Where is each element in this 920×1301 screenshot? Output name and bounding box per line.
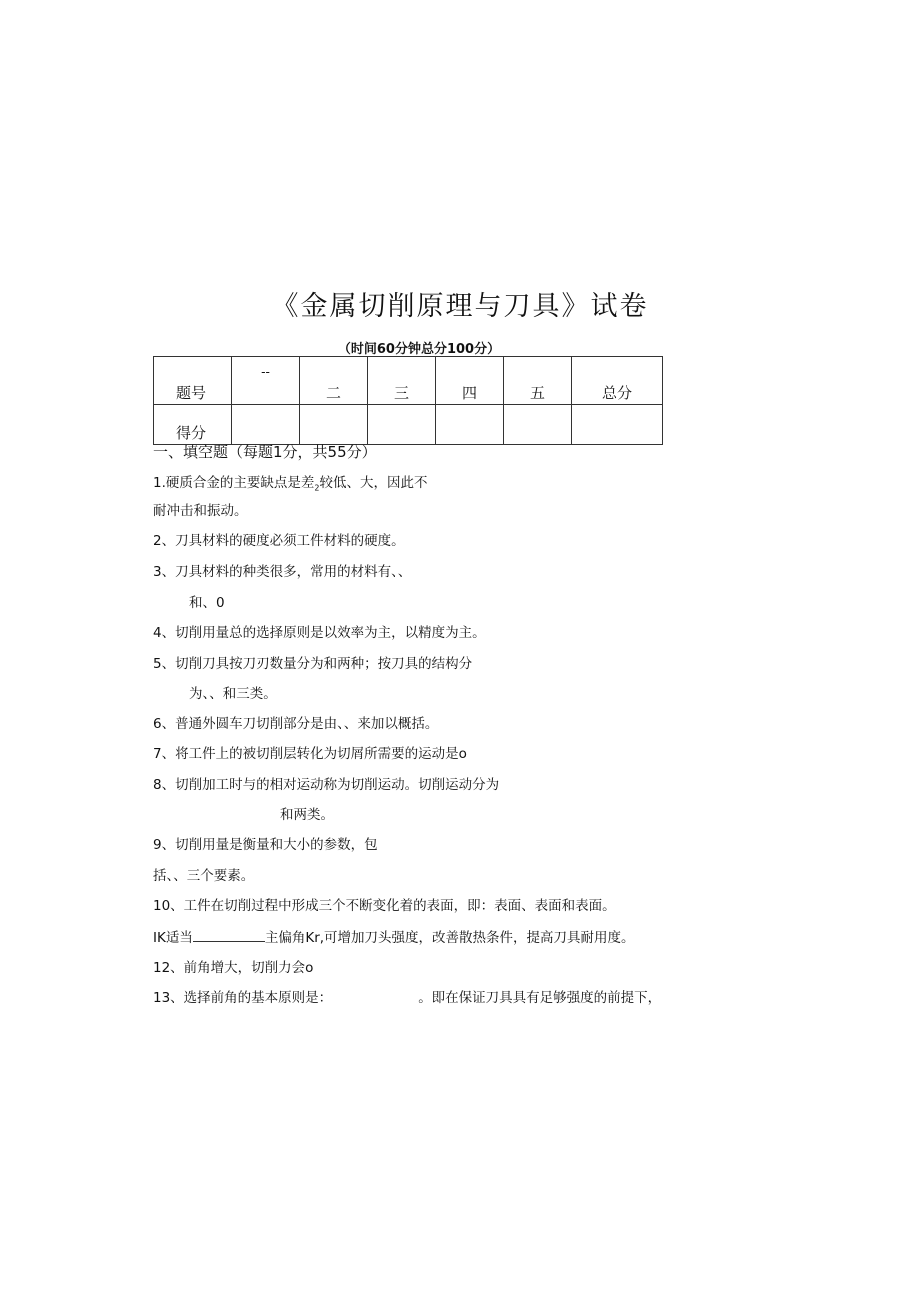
score-cell-empty bbox=[572, 405, 663, 445]
question-6: 6、普通外圆车刀切削部分是由、、来加以概括。 bbox=[153, 716, 439, 732]
score-cell-empty bbox=[368, 405, 436, 445]
score-cell-label: 题号 bbox=[154, 357, 232, 405]
question-8-cont: 和两类。 bbox=[280, 807, 334, 823]
question-1 bbox=[153, 471, 427, 493]
score-cell-header: 三 bbox=[368, 357, 436, 405]
score-cell-header: 二 bbox=[300, 357, 368, 405]
score-cell-header: 五 bbox=[504, 357, 572, 405]
score-cell-header: 四 bbox=[436, 357, 504, 405]
score-cell-header: -- bbox=[232, 357, 300, 405]
question-3-cont: 和、0 bbox=[189, 595, 225, 611]
score-table bbox=[153, 356, 663, 445]
question-13 bbox=[153, 986, 661, 1006]
score-cell-empty bbox=[504, 405, 572, 445]
score-cell-empty bbox=[232, 405, 300, 445]
question-7: 7、将工件上的被切削层转化为切屑所需要的运动是o bbox=[153, 746, 467, 762]
question-2: 2、刀具材料的硬度必须工件材料的硬度。 bbox=[153, 533, 405, 549]
score-cell-header: 总分 bbox=[572, 357, 663, 405]
question-text: IK适当 bbox=[153, 930, 193, 946]
question-text: 13、选择前角的基本原则是： bbox=[153, 990, 333, 1006]
score-table-score-row bbox=[154, 405, 663, 445]
question-5: 5、切削刀具按刀刃数量分为和两种；按刀具的结构分 bbox=[153, 656, 473, 672]
question-9-cont: 括、、三个要素。 bbox=[153, 868, 255, 884]
exam-subtitle: （时间60分钟总分100分） bbox=[337, 342, 501, 357]
answer-blank bbox=[193, 941, 265, 942]
question-text: 较低、大，因此不 bbox=[319, 475, 428, 491]
question-3: 3、刀具材料的种类很多，常用的材料有、、 bbox=[153, 564, 412, 580]
question-text: 1.硬质合金的主要缺点是差 bbox=[153, 475, 315, 491]
question-8: 8、切削加工时与的相对运动称为切削运动。切削运动分为 bbox=[153, 777, 500, 793]
section-heading: 一、填空题（每题1分，共55分） bbox=[153, 443, 377, 461]
question-5-cont: 为、、和三类。 bbox=[189, 686, 277, 702]
exam-title: 《金属切削原理与刀具》试卷 bbox=[271, 291, 649, 322]
question-1-cont: 耐冲击和振动。 bbox=[153, 503, 248, 519]
question-11 bbox=[153, 926, 635, 946]
score-cell-empty bbox=[436, 405, 504, 445]
question-text: 主偏角Kr,可增加刀头强度，改善散热条件，提高刀具耐用度。 bbox=[264, 930, 635, 946]
score-table-header-row bbox=[154, 357, 663, 405]
score-cell-label: 得分 bbox=[154, 405, 232, 445]
question-4: 4、切削用量总的选择原则是以效率为主，以精度为主。 bbox=[153, 625, 486, 641]
question-subscript: 2 bbox=[314, 483, 320, 493]
question-12: 12、前角增大，切削力会o bbox=[153, 960, 314, 976]
question-text: 。即在保证刀具具有足够强度的前提下， bbox=[418, 990, 662, 1006]
score-cell-empty bbox=[300, 405, 368, 445]
question-9: 9、切削用量是衡量和大小的参数，包 bbox=[153, 837, 378, 853]
question-10: 10、工件在切削过程中形成三个不断变化着的表面，即：表面、表面和表面。 bbox=[153, 898, 616, 914]
